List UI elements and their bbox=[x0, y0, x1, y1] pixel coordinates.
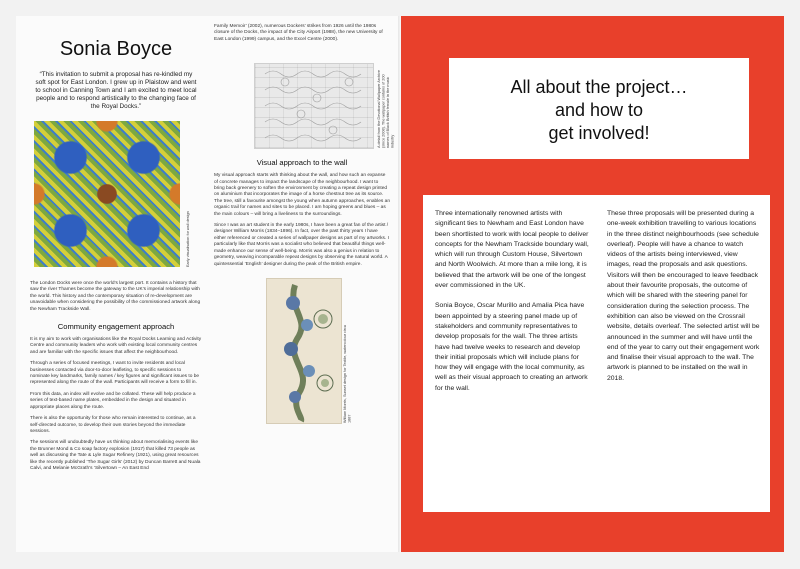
left-column-1 bbox=[30, 24, 202, 477]
info-column-left bbox=[435, 209, 589, 404]
visual-heading: Visual approach to the wall bbox=[256, 158, 348, 168]
project-title bbox=[449, 76, 749, 145]
left-column-2 bbox=[214, 24, 395, 424]
morris-sketch-graphic bbox=[267, 279, 341, 423]
info-paragraph: Sonia Boyce, Oscar Murillo and Amalia Pica have been appointed by a steering panel made up of stakeholders and community representatives to develop proposals for the wall. The three artists have had twelve weeks to research and develop their initial proposals which will include plans for how they will engage with the local community, as well as their visual approach to creating an artwork for the wall. bbox=[435, 302, 588, 392]
community-paragraph: Through a series of focused meetings, I want to invite residents and local businesses contacted via door-to-door leafleting, to specific sessions to nominate key landmarks, family names / key figures and significant issues to be represented along the route of the wall. Participants will receive a form to fill in. bbox=[30, 361, 200, 386]
project-title-line: get involved! bbox=[548, 123, 650, 143]
william-morris-sketch-image bbox=[266, 278, 352, 424]
morris-caption: William Morris, Sunset design for Textile, watercolour circa 1887 bbox=[343, 324, 352, 423]
community-paragraph: The sessions will undoubtedly have us thinking about memorialising events like the Brunner Mond & Co soap factory explosion (1917) that killed 73 people as well as discussing the Tate & Lyle Sugar Refinery (1921), using great resources like the recently published ‘The Sugar Girls’ (2012) by Duncan Barrett and Nuala Calvi, and Melanie McGrath’s ‘Silvertown – An East End bbox=[30, 440, 201, 471]
artist-quote: “This invitation to submit a proposal has re-kindled my soft spot for East London. I grew up in Plaistow and went to school in Canning Town and I am excited to meet local people and to respond artistically to the changing face of the Royal Docks.” bbox=[35, 71, 197, 110]
project-title-line: All about the project… bbox=[510, 77, 688, 97]
visual-paragraph: Since I was an art student in the early 1980s, I have been a great fan of the artist / designer William Morris (1834–1896). In fact, over the past thirty years I have either referenced or created a series of wallpaper designs as part of my artworks. I particularly like that Morris was a socialist who believed that beautiful things well-made enhance our sense of well-being. Morris was also a genius in relation to geometry, weaving incomparable repeat designs by observing the natural world. A quintessential ‘English’ designer during the peak of the British empire. bbox=[214, 223, 389, 267]
left-page bbox=[16, 16, 400, 552]
info-paragraph: These three proposals will be presented during a one-week exhibition travelling to various locations in the three distinct neighbourhoods (see schedule overleaf). People will have a chance to watch videos of the artists being interviewed, view images, read the proposals and ask questions. Visitors will then be encouraged to leave feedback about their favourite proposals, the outcome of which will be shared with the steering panel for consideration during the selection process. The exhibition can also be viewed on the Crossrail website, details overleaf. The selected artist will be announced in the summer and will have until the end of the year to carry out their engagement work and finalise their visual approach to the wall. The artwork is planned to be installed on the wall in 2018. bbox=[607, 210, 760, 382]
project-title-box bbox=[449, 58, 749, 159]
magazine-spread bbox=[16, 16, 784, 552]
wallpaper-caption: A detail from the Devotional Wallpaper Archive (since 2008). The wallpaper contains of 200 names of Black British female in the music industry bbox=[377, 70, 395, 149]
community-paragraph: It is my aim to work with organisations like the Royal Docks Learning and Activity Centre and community leaders who work with existing local community centres and are familiar with the specific issues that affect the neighbourhood. bbox=[30, 337, 202, 355]
wall-design-pattern-image bbox=[34, 121, 190, 267]
community-heading: Community engagement approach bbox=[57, 322, 175, 332]
intro-paragraph: The London Docks were once the world’s largest port. It contains a history that saw the river Thames become the gateway to the UK’s imperial relationship with the world. This history and the contemporary situation of re-development are unavoidable when considering the possibility of the commissioned artwork along the Newham Trackside Wall. bbox=[30, 281, 201, 312]
right-page bbox=[401, 16, 784, 552]
community-paragraph: There is also the opportunity for those who remain interested to continue, as a self-directed outcome, to develop their own stories beyond the immediate sessions. bbox=[30, 416, 196, 434]
visual-paragraph: My visual approach starts with thinking about the wall, and how such an expanse of concrete manages to impact the landscape of the neighbourhood. I want to bring back greenery to soften the environment by creating a repeat design printed on aluminium that incorporates the image of a horse chestnut tree as its source. The tree, still a favourite amongst the young when autumn approaches, enables an organic trail for names and sites to be placed. I am hoping greens and blues – as the main colours – will bring a liveliness to the surroundings. bbox=[214, 173, 390, 217]
page-title: Sonia Boyce bbox=[59, 38, 173, 60]
info-paragraph: Three internationally renowned artists with significant ties to Newham and East London have been shortlisted to work with local people to deliver concepts for the Newham Trackside boundary wall, which will run through Custom House, Silvertown and North Woolwich. At more than a mile long, it is believed that the artwork will be one of the longest ever commissioned in the UK. bbox=[435, 210, 589, 290]
project-info-box bbox=[423, 195, 770, 512]
wallpaper-pattern-graphic bbox=[255, 64, 373, 148]
info-column-right bbox=[607, 209, 761, 394]
project-title-line: and how to bbox=[554, 100, 644, 120]
continued-paragraph: Family Memoir’ (2002), numerous Dockers’ strikes from 1926 until the 1980s closure of the Docks, the impact of the City Airport (1988), the new University of East London (1999) campus, and the Excel Centre (2000). bbox=[214, 24, 383, 42]
pattern-caption: Early visualisation for wall design bbox=[185, 211, 190, 267]
wallpaper-archive-image bbox=[254, 63, 395, 149]
community-paragraph: From this data, an index will evolve and be collated. These will help produce a series of text-based name plates, embedded in the design and situated in appropriate places along the route. bbox=[30, 391, 196, 410]
